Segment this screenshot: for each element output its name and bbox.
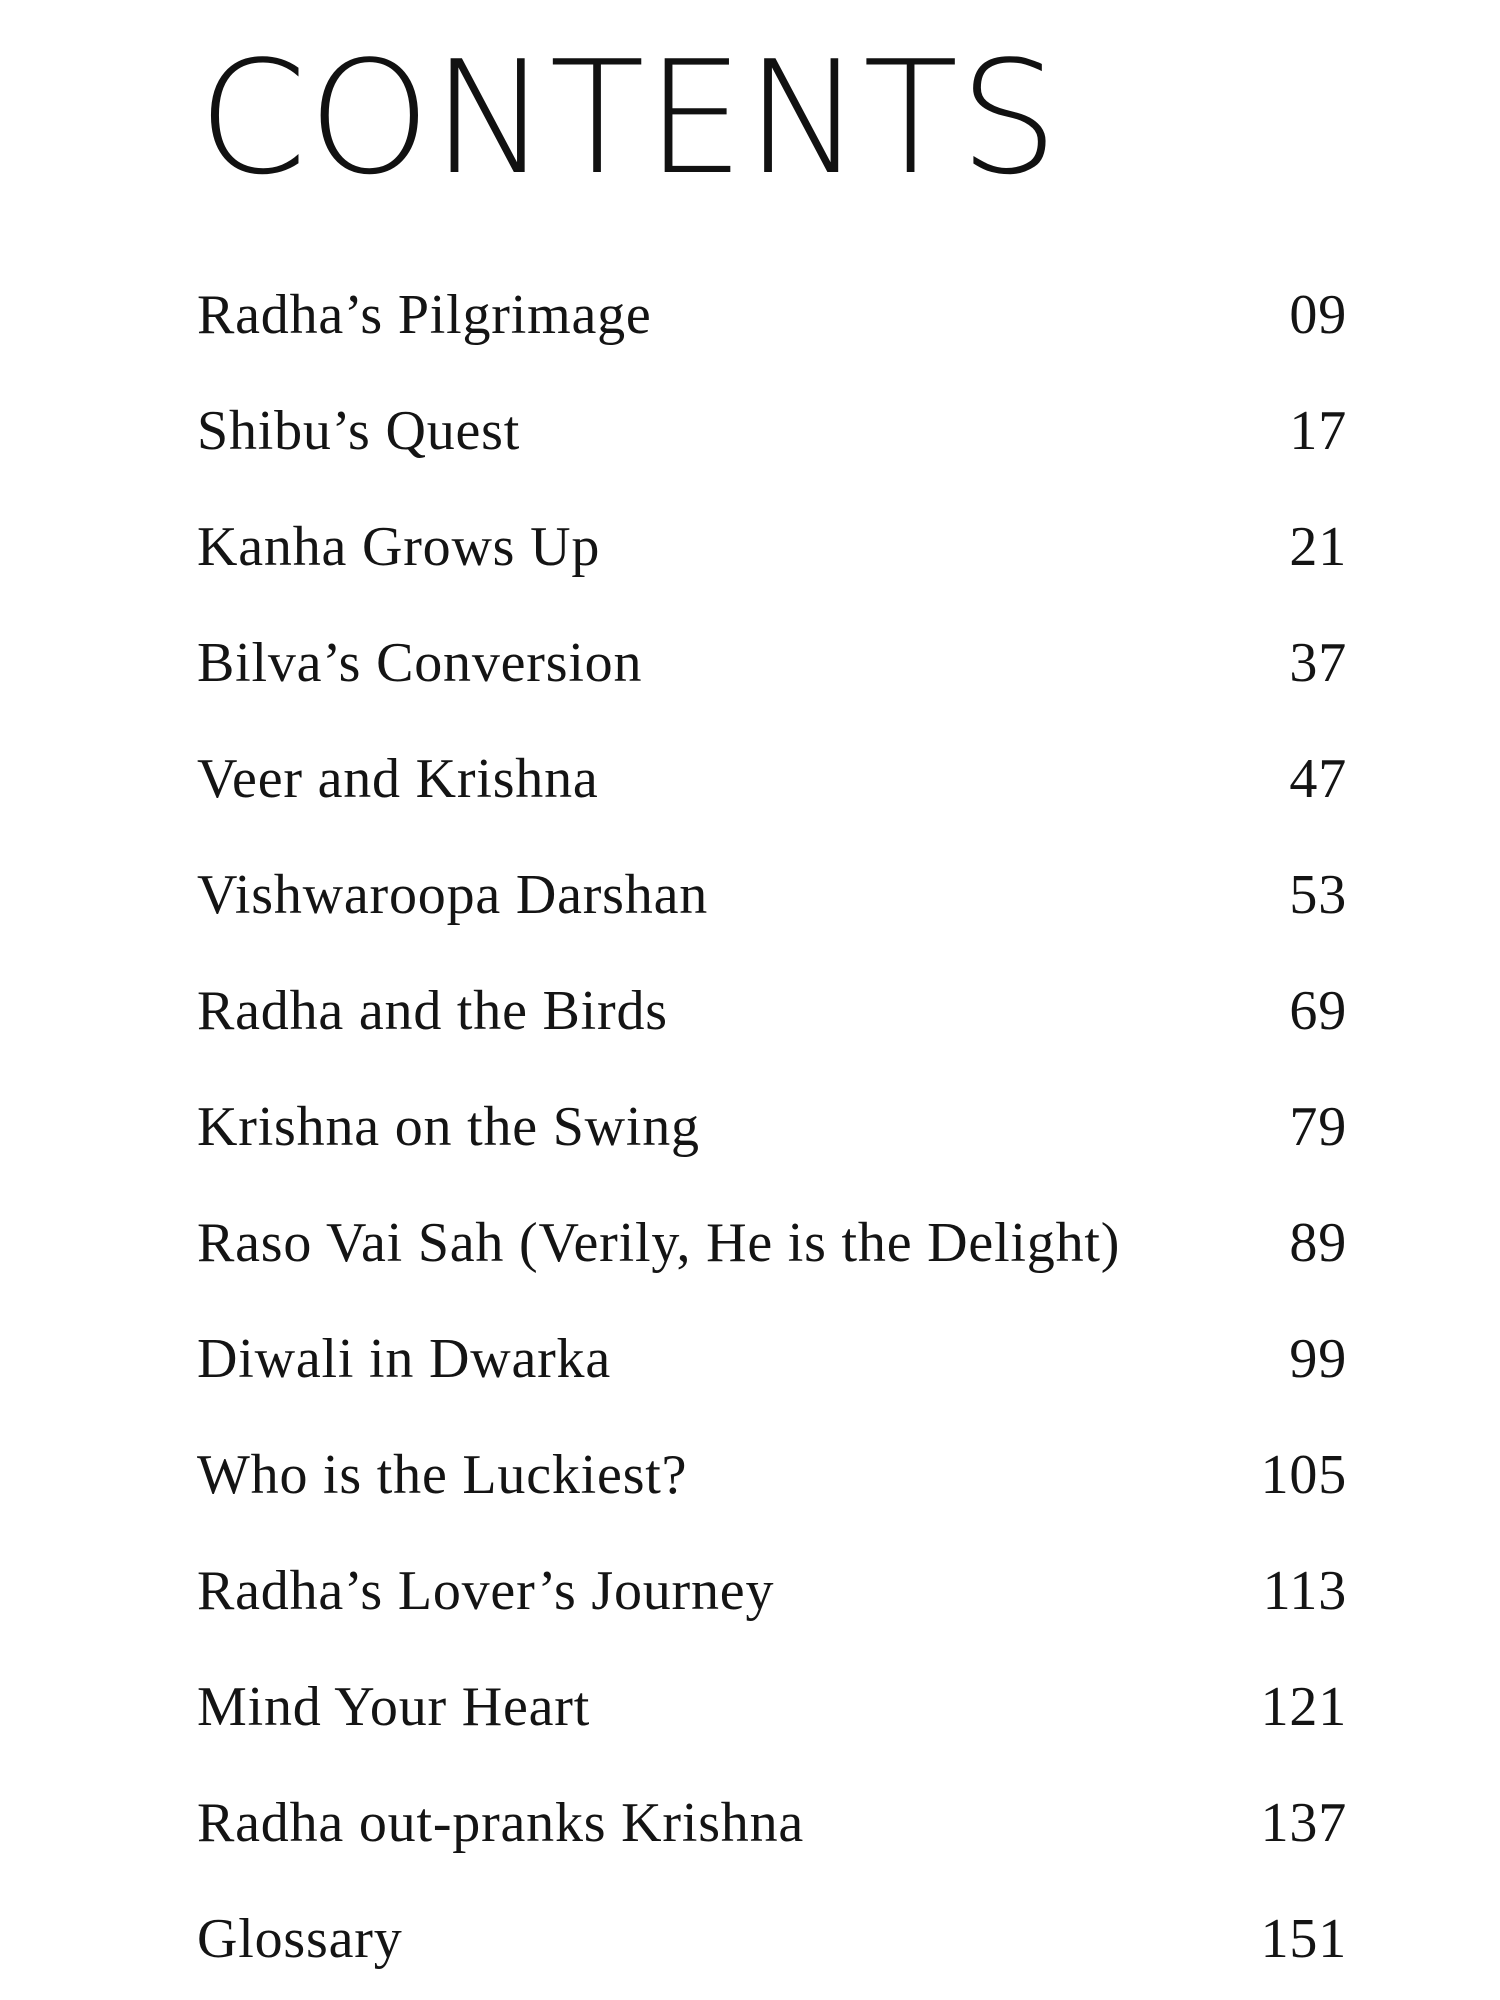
toc-entry-page: 53 bbox=[1289, 864, 1347, 926]
toc-entry-page: 105 bbox=[1260, 1444, 1347, 1506]
toc-entry bbox=[197, 489, 1347, 605]
toc-entry-page: 21 bbox=[1289, 516, 1347, 578]
page-heading: CONTENTS bbox=[198, 27, 1060, 209]
toc-entry-page: 79 bbox=[1289, 1096, 1347, 1158]
toc-entry-page: 121 bbox=[1260, 1676, 1347, 1738]
toc-entry-title: Vishwaroopa Darshan bbox=[197, 864, 709, 926]
table-of-contents bbox=[197, 257, 1347, 1997]
toc-entry-page: 151 bbox=[1260, 1908, 1347, 1970]
toc-entry bbox=[197, 837, 1347, 953]
toc-entry bbox=[197, 1765, 1347, 1881]
toc-entry-page: 37 bbox=[1289, 632, 1347, 694]
toc-entry-title: Radha’s Pilgrimage bbox=[197, 284, 652, 346]
toc-entry-page: 69 bbox=[1289, 980, 1347, 1042]
toc-entry-title: Diwali in Dwarka bbox=[197, 1328, 612, 1390]
toc-entry-page: 89 bbox=[1289, 1212, 1347, 1274]
toc-entry-page: 47 bbox=[1289, 748, 1347, 810]
toc-entry-title: Glossary bbox=[197, 1908, 403, 1970]
toc-entry-page: 09 bbox=[1289, 284, 1347, 346]
toc-entry-title: Radha’s Lover’s Journey bbox=[197, 1560, 775, 1622]
toc-entry-title: Krishna on the Swing bbox=[197, 1096, 700, 1158]
toc-entry bbox=[197, 1649, 1347, 1765]
toc-entry bbox=[197, 1533, 1347, 1649]
toc-entry-page: 17 bbox=[1289, 400, 1347, 462]
toc-entry bbox=[197, 373, 1347, 489]
toc-entry bbox=[197, 1417, 1347, 1533]
toc-entry-title: Radha and the Birds bbox=[197, 980, 668, 1042]
toc-entry bbox=[197, 1301, 1347, 1417]
toc-entry bbox=[197, 1185, 1347, 1301]
toc-entry bbox=[197, 721, 1347, 837]
toc-entry-title: Mind Your Heart bbox=[197, 1676, 591, 1738]
toc-entry bbox=[197, 1881, 1347, 1997]
toc-entry bbox=[197, 953, 1347, 1069]
toc-entry-page: 99 bbox=[1289, 1328, 1347, 1390]
toc-entry-page: 137 bbox=[1260, 1792, 1347, 1854]
toc-entry-title: Bilva’s Conversion bbox=[197, 632, 643, 694]
toc-entry bbox=[197, 1069, 1347, 1185]
toc-entry-title: Radha out-pranks Krishna bbox=[197, 1792, 805, 1854]
toc-entry-page: 113 bbox=[1262, 1560, 1347, 1622]
toc-entry-title: Kanha Grows Up bbox=[197, 516, 601, 578]
toc-entry-title: Who is the Luckiest? bbox=[197, 1444, 688, 1506]
toc-entry bbox=[197, 257, 1347, 373]
toc-entry-title: Raso Vai Sah (Verily, He is the Delight) bbox=[197, 1212, 1121, 1274]
toc-entry bbox=[197, 605, 1347, 721]
toc-entry-title: Shibu’s Quest bbox=[197, 400, 521, 462]
toc-entry-title: Veer and Krishna bbox=[197, 748, 599, 810]
